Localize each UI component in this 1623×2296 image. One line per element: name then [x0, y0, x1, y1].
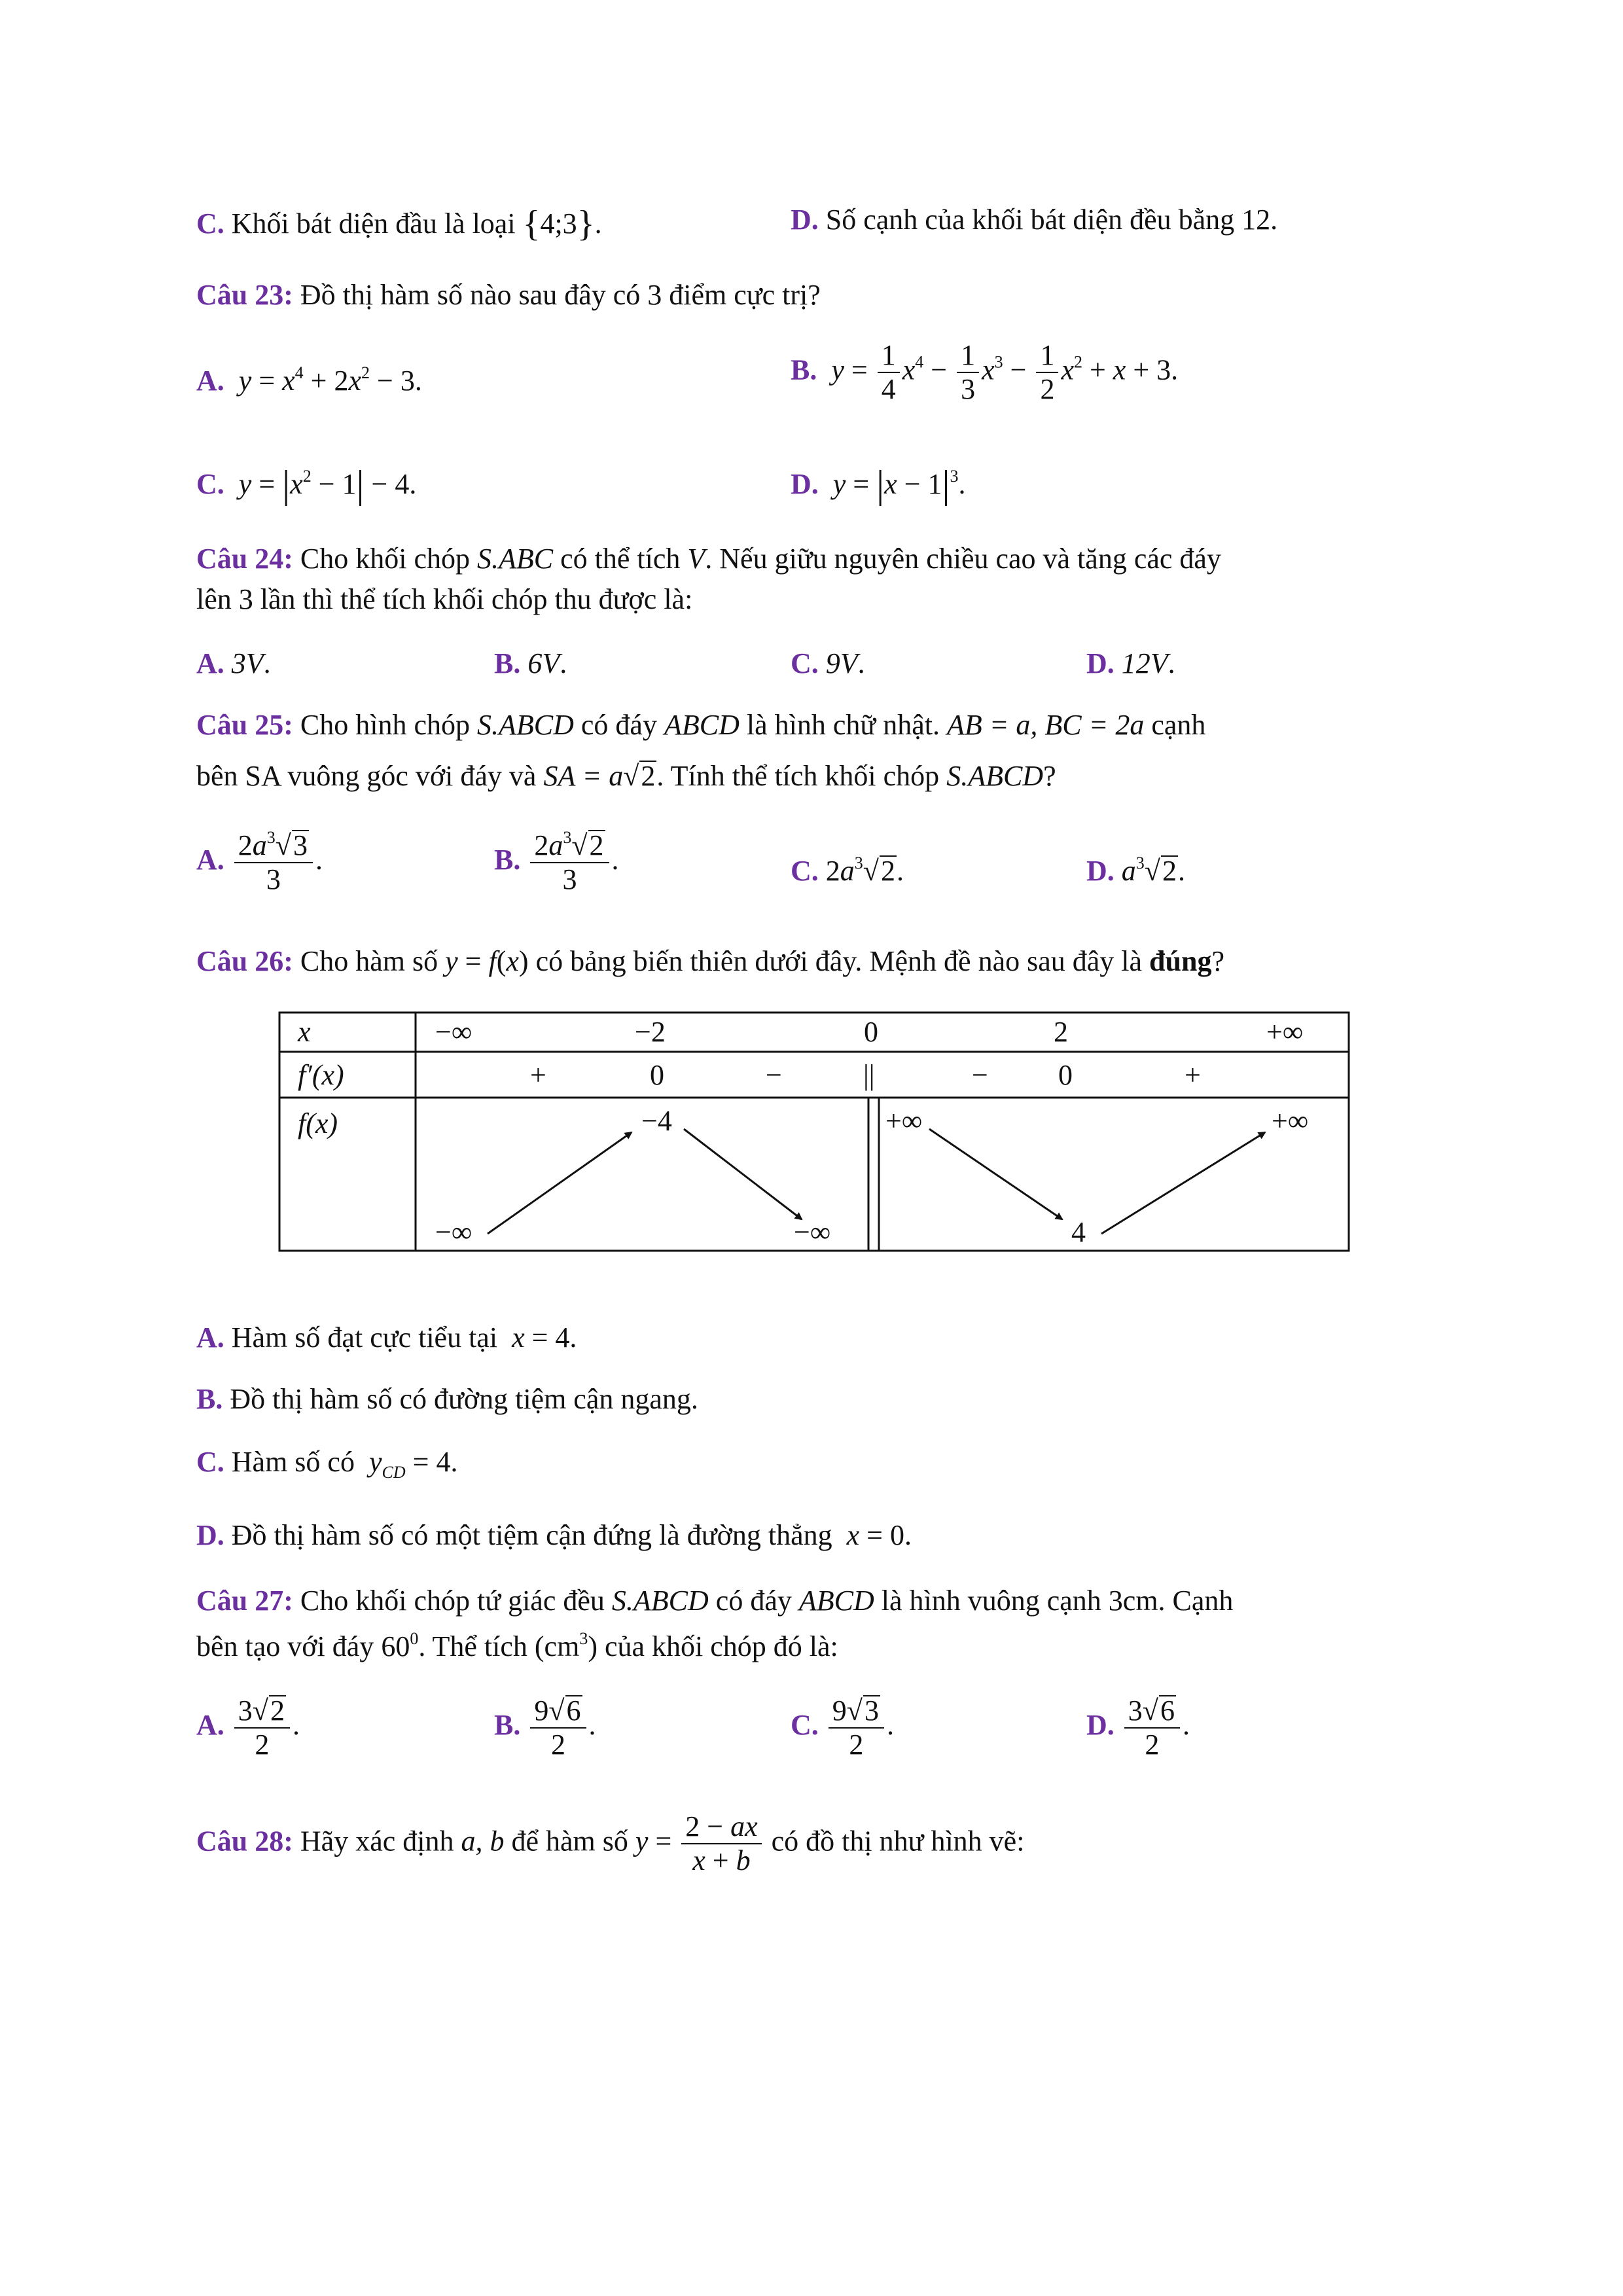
- option-label: B.: [494, 1708, 521, 1741]
- option-text: Hàm số đạt cực tiểu tại: [231, 1321, 498, 1354]
- q24-option-b: B. 6V.: [494, 647, 567, 679]
- q22-option-d: [791, 203, 1277, 236]
- arrow-down: [684, 1129, 802, 1219]
- question-text: . Thể tích (cm: [418, 1630, 580, 1662]
- fprime-sign: ||: [863, 1059, 875, 1091]
- question-text: ) của khối chóp đó là:: [588, 1630, 838, 1662]
- option-text: Khối bát diện đầu là loại: [231, 207, 516, 240]
- option-label: C.: [196, 468, 224, 500]
- q25-question-line2: bên SA vuông góc với đáy và SA = a√2. Tính thể tích khối chóp S.ABCD?: [196, 760, 1056, 792]
- question-label: Câu 27:: [196, 1585, 293, 1617]
- q27-option-c: C. $\frac{9√3}{2}$ .: [791, 1695, 894, 1761]
- question-text: Hãy xác định: [300, 1825, 454, 1857]
- f-value: −4: [641, 1105, 672, 1137]
- question-label: Câu 23:: [196, 279, 293, 311]
- x-value: 0: [864, 1016, 878, 1048]
- question-label: Câu 26:: [196, 945, 293, 977]
- question-text: để hàm số: [511, 1825, 628, 1857]
- math: SA = a: [543, 760, 624, 792]
- q27-option-d: D. $\frac{3√6}{2}$ .: [1086, 1695, 1190, 1761]
- question-text: Cho hàm số: [300, 945, 438, 977]
- question-text: Cho hình chóp: [300, 709, 471, 741]
- option-value: 12V: [1121, 647, 1168, 679]
- q26-question: Câu 26: Cho hàm số y = f(x) có bảng biến thiên dưới đây. Mệnh đề nào sau đây là đúng?: [196, 945, 1224, 977]
- question-text: có đồ thị như hình vẽ:: [771, 1825, 1025, 1857]
- q25-option-a: A. $\frac{2a^3√3}{3}$ .: [196, 828, 323, 896]
- f-value: −∞: [794, 1216, 831, 1248]
- q25-option-b: B. $\frac{2a^3√2}{3}$ .: [494, 828, 619, 896]
- q27-option-b: B. $\frac{9√6}{2}$ .: [494, 1695, 596, 1761]
- arrow-down: [929, 1129, 1062, 1219]
- option-label: C.: [791, 855, 819, 887]
- q27-question-line1: [196, 1584, 1233, 1617]
- question-text: Cho khối chóp tứ giác đều: [300, 1585, 605, 1617]
- q26-option-c: C. Hàm số có $y_{CD} = 4$.: [196, 1446, 458, 1482]
- option-label: B.: [494, 647, 521, 679]
- option-label: A.: [196, 843, 224, 876]
- option-label: C.: [196, 1446, 224, 1478]
- fprime-sign: +: [530, 1059, 546, 1091]
- f-value: −∞: [435, 1216, 473, 1248]
- question-text: có bảng biến thiên dưới đây. Mệnh đề nào sau đây là: [535, 945, 1143, 977]
- x-value: +∞: [1266, 1016, 1304, 1048]
- q24-question-line2: lên 3 lần thì thể tích khối chóp thu được là:: [196, 583, 693, 615]
- option-label: A.: [196, 647, 224, 679]
- question-bold: đúng: [1149, 945, 1212, 977]
- option-label: A.: [196, 365, 224, 397]
- option-label: D.: [1086, 1708, 1115, 1741]
- question-text: . Nếu giữu nguyên chiều cao và tăng các đáy: [705, 543, 1221, 575]
- q27-question-line2: bên tạo với đáy $60^0$. Thể tích $(cm^3)$ của khối chóp đó là:: [196, 1629, 838, 1662]
- q26-option-d: D. Đồ thị hàm số có một tiệm cận đứng là đường thẳng x = 0.: [196, 1519, 912, 1551]
- row-f-label: f(x): [298, 1107, 338, 1139]
- q23-option-b: B. y = $\frac{1}{4}$ $x^4$ − $\frac{1}{3}$ $x^3$ − $\frac{1}{2}$ $x^2 + x + 3$.: [791, 339, 1179, 406]
- math: S.ABCD: [477, 709, 574, 741]
- q23-question: [196, 278, 821, 312]
- option-text: Số cạnh của khối bát diện đều bằng 12.: [825, 204, 1278, 236]
- f-value: 4: [1071, 1216, 1086, 1248]
- x-value: 2: [1054, 1016, 1068, 1048]
- math: 4;3: [540, 207, 577, 240]
- fprime-sign: +: [1185, 1059, 1201, 1091]
- question-text: bên SA vuông góc với đáy và: [196, 760, 537, 792]
- option-label: B.: [196, 1383, 223, 1415]
- table-border: [279, 1013, 1349, 1251]
- q26-option-b: [196, 1382, 698, 1416]
- question-text: cạnh: [1151, 709, 1206, 741]
- q25-option-c: C. $2a^3√2$.: [791, 853, 904, 887]
- f-value: +∞: [1272, 1105, 1309, 1137]
- row-x-label: x: [298, 1016, 311, 1048]
- question-label: Câu 24:: [196, 543, 293, 575]
- question-text: Cho khối chóp: [300, 543, 471, 575]
- option-label: D.: [196, 1519, 224, 1551]
- x-value: −∞: [435, 1016, 473, 1048]
- option-label: C.: [196, 207, 224, 240]
- q24-option-a: A. 3V.: [196, 647, 271, 679]
- q22-option-c: C. Khối bát diện đầu là loại {4;3}.: [196, 204, 602, 244]
- option-label: D.: [1086, 855, 1115, 887]
- fprime-sign: −: [766, 1059, 782, 1091]
- arrow-up: [488, 1132, 632, 1234]
- option-text: Đồ thị hàm số có một tiệm cận đứng là đường thẳng: [231, 1519, 832, 1551]
- q24-option-c: C. 9V.: [791, 647, 865, 679]
- option-label: A.: [196, 1321, 224, 1354]
- option-label: D.: [791, 468, 819, 500]
- math: S.ABCD: [611, 1585, 709, 1617]
- question-label: Câu 25:: [196, 709, 293, 741]
- math: a, b: [461, 1825, 505, 1857]
- question-text: bên tạo với đáy: [196, 1630, 374, 1662]
- q25-question-line1: [196, 708, 1205, 742]
- option-label: C.: [791, 647, 819, 679]
- math: S.ABC: [477, 543, 554, 575]
- fprime-sign: 0: [650, 1059, 664, 1091]
- math: S.ABCD: [946, 760, 1044, 792]
- f-value: +∞: [885, 1105, 923, 1137]
- option-text: Hàm số có: [231, 1446, 355, 1478]
- q23-option-c: C. $y = |x^2 - 1| - 4$.: [196, 463, 417, 506]
- q23-option-a: A. $y = x^4 + 2x^2 - 3$.: [196, 363, 422, 397]
- option-label: B.: [791, 353, 817, 386]
- math: V: [687, 543, 705, 575]
- q26-option-a: A. Hàm số đạt cực tiểu tại x = 4.: [196, 1321, 577, 1354]
- option-value: 6V: [527, 647, 560, 679]
- question-text: là hình vuông cạnh 3cm. Cạnh: [881, 1585, 1234, 1617]
- option-label: C.: [791, 1708, 819, 1741]
- x-value: −2: [635, 1016, 666, 1048]
- question-text: có đáy: [580, 709, 657, 741]
- question-text: có đáy: [715, 1585, 792, 1617]
- option-value: 3V: [231, 647, 264, 679]
- option-label: D.: [791, 204, 819, 236]
- arrow-up: [1101, 1132, 1265, 1234]
- variation-table: [278, 1011, 1351, 1261]
- question-text: Đồ thị hàm số nào sau đây có 3 điểm cực trị?: [300, 279, 821, 311]
- q23-option-d: D. $y = |x - 1|^3$.: [791, 463, 966, 506]
- question-label: Câu 28:: [196, 1825, 293, 1857]
- option-text: Đồ thị hàm số có đường tiệm cận ngang.: [230, 1383, 698, 1415]
- option-label: A.: [196, 1708, 224, 1741]
- option-label: B.: [494, 843, 521, 876]
- math: ABCD: [798, 1585, 874, 1617]
- question-text: có thể tích: [560, 543, 681, 575]
- option-label: D.: [1086, 647, 1115, 679]
- q25-option-d: D. $a^3√2$.: [1086, 853, 1185, 887]
- fprime-sign: −: [972, 1059, 988, 1091]
- q24-question-line1: [196, 542, 1221, 575]
- math: AB = a, BC = 2a: [946, 709, 1145, 741]
- math: ABCD: [664, 709, 740, 741]
- q24-option-d: D. 12V.: [1086, 647, 1175, 679]
- row-fprime-label: f′(x): [298, 1059, 344, 1091]
- fprime-sign: 0: [1058, 1059, 1073, 1091]
- q28-question: Câu 28: Hãy xác định a, b để hàm số y = $\frac{2 - ax}{x + b}$ có đồ thị như hình vẽ:: [196, 1810, 1025, 1877]
- option-value: 9V: [825, 647, 858, 679]
- variation-table-svg: [278, 1011, 1351, 1253]
- question-text: là hình chữ nhật.: [746, 709, 940, 741]
- question-text: Tính thể tích khối chóp: [670, 760, 940, 792]
- q27-option-a: A. $\frac{3√2}{2}$ .: [196, 1695, 300, 1761]
